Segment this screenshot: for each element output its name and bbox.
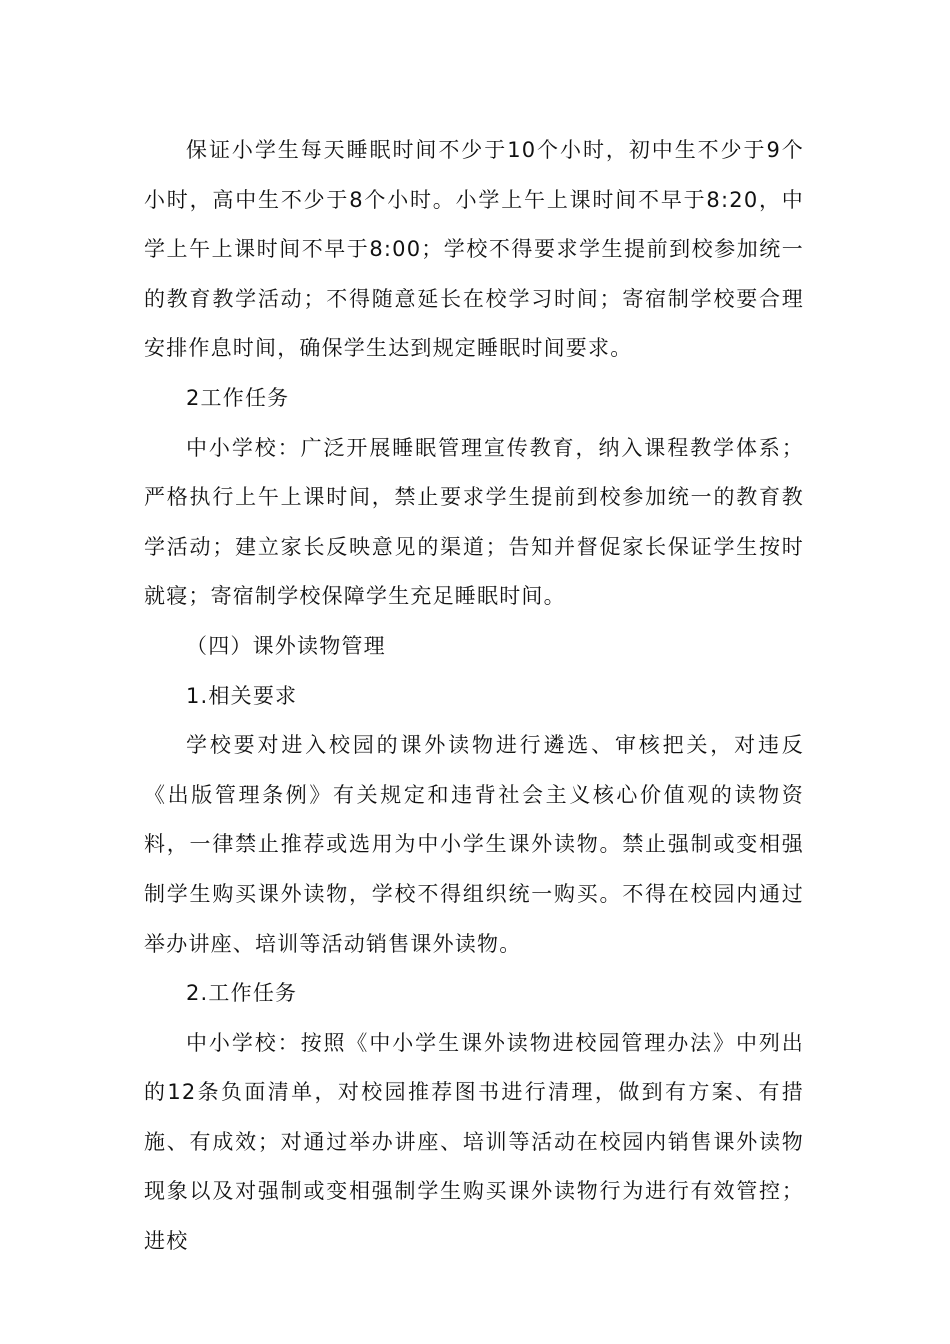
school-reading-tasks-paragraph: 中小学校：按照《中小学生课外读物进校园管理办法》中列出的12条负面清单，对校园推荐图书进行清理，做到有方案、有措施、有成效；对通过举办讲座、培训等活动在校园内销售课外读物现象以及对强制或变相强制学生购买课外读物行为进行有效管控；进校: [144, 1030, 804, 1254]
sleep-requirements-paragraph: 保证小学生每天睡眠时间不少于10个小时，初中生不少于9个小时，高中生不少于8个小时。小学上午上课时间不早于8:20，中学上午上课时间不早于8:00；学校不得要求学生提前到校参加统一的教育教学活动；不得随意延长在校学习时间；寄宿制学校要合理安排作息时间，确保学生达到规定睡眠时间要求。: [144, 138, 804, 361]
reading-requirements-paragraph: 学校要对进入校园的课外读物进行遴选、审核把关，对违反《出版管理条例》有关规定和违背社会主义核心价值观的读物资料，一律禁止推荐或选用为中小学生课外读物。禁止强制或变相强制学生购买课外读物，学校不得组织统一购买。不得在校园内通过举办讲座、培训等活动销售课外读物。: [144, 733, 804, 956]
section-heading-work-tasks-2: 2.工作任务: [186, 981, 298, 1006]
section-heading-work-tasks: 2工作任务: [186, 385, 290, 410]
school-sleep-tasks-paragraph: 中小学校：广泛开展睡眠管理宣传教育，纳入课程教学体系；严格执行上午上课时间，禁止要求学生提前到校参加统一的教育教学活动；建立家长反映意见的渠道；告知并督促家长保证学生按时就寝；寄宿制学校保障学生充足睡眠时间。: [144, 435, 804, 609]
section-heading-extracurricular-reading: （四）课外读物管理: [186, 633, 386, 658]
section-heading-requirements: 1.相关要求: [186, 683, 298, 708]
document-body: [144, 126, 804, 1267]
